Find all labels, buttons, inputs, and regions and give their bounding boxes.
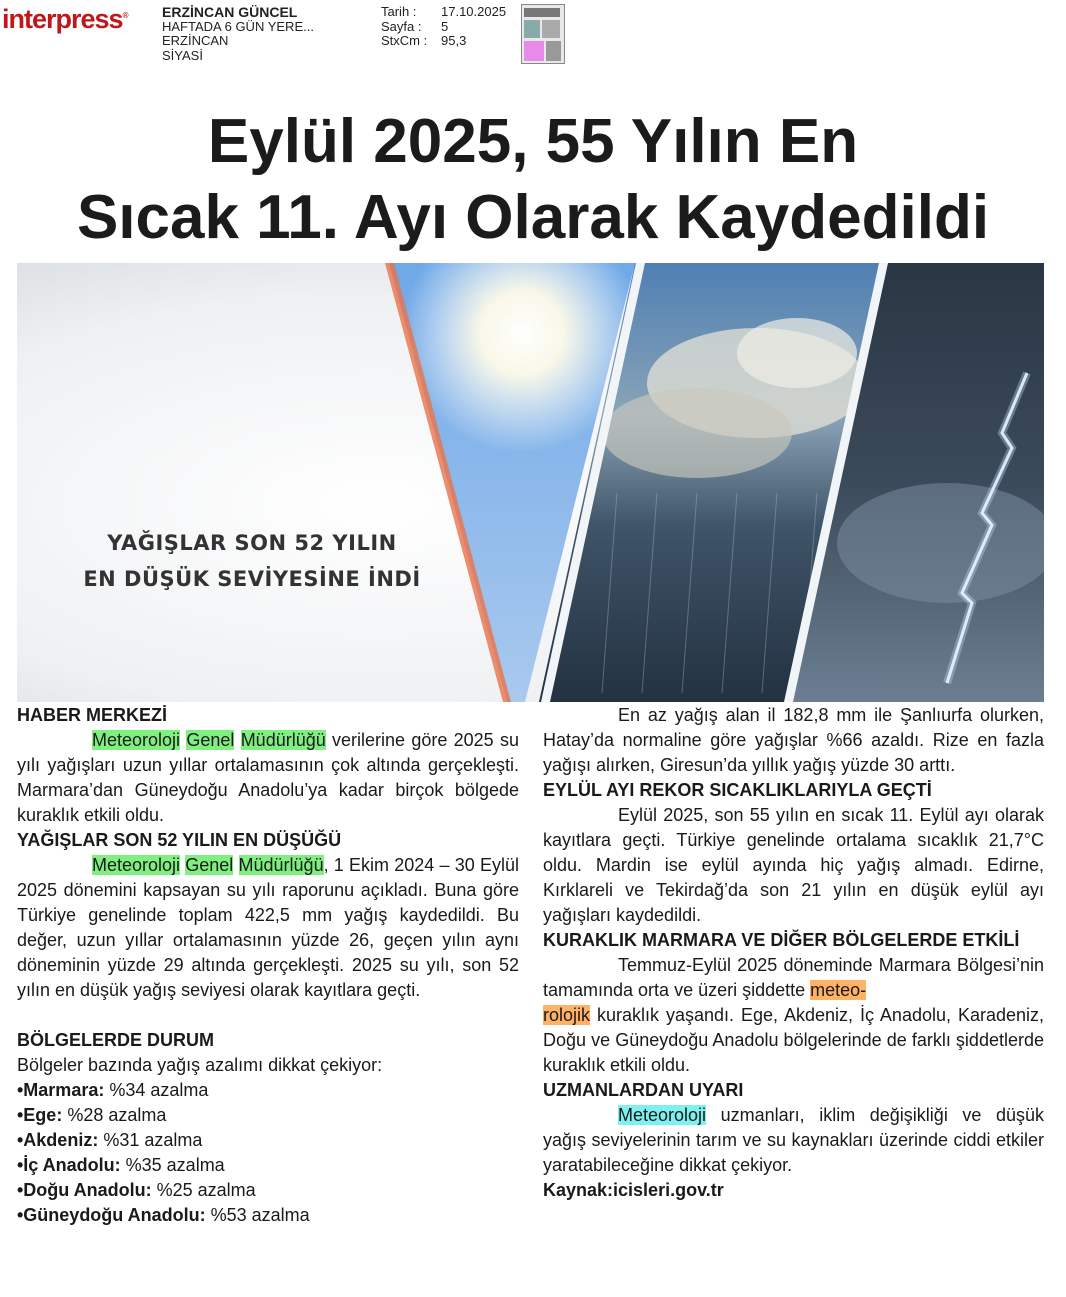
photo-caption — [62, 525, 442, 597]
region-item — [17, 1103, 519, 1128]
highlight-term: Müdürlüğü — [240, 730, 326, 750]
subheading-september: EYLÜL AYI REKOR SICAKLIKLARIYLA GEÇTİ — [543, 780, 932, 800]
publication-name: ERZİNCAN GÜNCEL — [162, 4, 298, 20]
highlight-term: Meteoroloji — [618, 1105, 707, 1125]
highlight-term: Meteoroloji — [92, 730, 181, 750]
paragraph-3: Bölgeler bazında yağış azalımı dikkat çekiyor: — [17, 1055, 383, 1075]
highlight-term: rolojik — [543, 1005, 591, 1025]
paragraph-1: Meteoroloji Genel Müdürlüğü verilerine göre 2025 su yılı yağışları uzun yıllar ortalamasının çok altında gerçekleşti. Marmara’dan Güneydoğu Anadolu’ya kadar birçok bölgede kuraklık etkili oldu. — [17, 730, 519, 825]
region-list — [17, 1078, 519, 1228]
paragraph-2: Meteoroloji Genel Müdürlüğü, 1 Ekim 2024 – 30 Eylül 2025 dönemini kapsayan su yılı raporunu açıkladı. Buna göre Türkiye genelinde toplam 422,5 mm yağış kaydedildi. Bu değer, uzun yıllar ortalamasının yüzde 26, geçen yılın aynı döneminin yüzde 29 altında gerçekleşti. 2025 su yılı, son 52 yılın en düşük yağış seviyesi olarak kayıtlara geçti. — [17, 855, 519, 1000]
subheading-warning: UZMANLARDAN UYARI — [543, 1080, 744, 1100]
article-column-left — [17, 703, 519, 1228]
highlight-term: Meteoroloji — [92, 855, 181, 875]
photo-caption-line-1: YAĞIŞLAR SON 52 YILIN — [107, 531, 397, 555]
region-item — [17, 1178, 519, 1203]
headline-line-1: Eylül 2025, 55 Yılın En — [207, 107, 859, 176]
paragraph-4: En az yağış alan il 182,8 mm ile Şanlıurfa olurken, Hatay’da normaline göre yağışlar %66 azaldı. Rize en fazla yağışı alırken, Giresun’da yıllık yağış yüzde 30 arttı. — [543, 705, 1044, 775]
region-name: •Güneydoğu Anadolu: — [17, 1205, 206, 1225]
region-name: •İç Anadolu: — [17, 1155, 121, 1175]
region-item — [17, 1128, 519, 1153]
date-label: Tarih : — [381, 4, 417, 19]
region-item — [17, 1153, 519, 1178]
article-headline — [0, 104, 1066, 256]
region-value: %28 azalma — [62, 1105, 167, 1125]
highlight-term: Genel — [185, 855, 234, 875]
region-value: %31 azalma — [98, 1130, 203, 1150]
photo-caption-line-2: EN DÜŞÜK SEVİYESİNE İNDİ — [83, 567, 421, 591]
weather-photo — [17, 263, 1044, 702]
region-value: %35 azalma — [120, 1155, 225, 1175]
clip-meta-left — [162, 5, 314, 63]
highlight-term: Genel — [186, 730, 235, 750]
highlight-term: meteo- — [810, 980, 867, 1000]
headline-line-2: Sıcak 11. Ayı Olarak Kaydedildi — [76, 183, 990, 252]
region-value: %53 azalma — [205, 1205, 310, 1225]
region-value: %34 azalma — [104, 1080, 209, 1100]
subheading-regions: BÖLGELERDE DURUM — [17, 1030, 214, 1050]
source-line: Kaynak:icisleri.gov.tr — [543, 1180, 724, 1200]
region-name: •Akdeniz: — [17, 1130, 99, 1150]
region-item — [17, 1078, 519, 1103]
paragraph-6: Temmuz-Eylül 2025 döneminde Marmara Bölgesi’nin tamamında orta ve üzeri şiddette meteo- rolojik kuraklık yaşandı. Ege, Akdeniz, İç Anadolu, Karadeniz, Doğu ve Güneydoğu Anadolu bölgelerinde de farklı şiddetlerde kuraklık etkili oldu. — [543, 955, 1044, 1075]
interpress-logo: interpress® — [2, 4, 128, 34]
paragraph-7: Meteoroloji uzmanları, iklim değişikliği ve düşük yağış seviyelerinin tarım ve su kaynakları üzerinde ciddi etkiler yaratabileceğine dikkat çekiyor. — [543, 1105, 1044, 1175]
page-value: 5 — [441, 18, 449, 34]
page-label: Sayfa : — [381, 18, 422, 34]
date-value: 17.10.2025 — [441, 4, 507, 19]
stxcm-label: StxCm : — [381, 33, 428, 48]
region-value: %25 azalma — [151, 1180, 256, 1200]
region-name: •Marmara: — [17, 1080, 105, 1100]
page-thumbnail[interactable] — [521, 4, 565, 64]
clip-meta-right — [381, 5, 506, 49]
publication-category: SİYASİ — [162, 47, 203, 63]
region-item — [17, 1203, 519, 1228]
region-name: •Doğu Anadolu: — [17, 1180, 152, 1200]
article-column-right — [543, 703, 1044, 1203]
region-name: •Ege: — [17, 1105, 63, 1125]
subheading-drought: KURAKLIK MARMARA VE DİĞER BÖLGELERDE ETKİLİ — [543, 930, 1020, 950]
paragraph-5: Eylül 2025, son 55 yılın en sıcak 11. Eylül ayı olarak kayıtlara geçti. Türkiye genelinde ortalama sıcaklık 21,7°C oldu. Mardin ise eylül ayında hiç yağış almadı. Edirne, Kırklareli ve Tekirdağ’da son 21 yılın en düşük eylül ayı yağışları kaydedildi. — [543, 805, 1044, 925]
subheading-rainfall: YAĞIŞLAR SON 52 YILIN EN DÜŞÜĞÜ — [17, 830, 342, 850]
stxcm-value: 95,3 — [441, 33, 467, 48]
highlight-term: Müdürlüğü — [238, 855, 324, 875]
byline: HABER MERKEZİ — [17, 705, 168, 725]
publication-city: ERZİNCAN — [162, 33, 229, 48]
publication-frequency: HAFTADA 6 GÜN YERE... — [162, 18, 314, 34]
